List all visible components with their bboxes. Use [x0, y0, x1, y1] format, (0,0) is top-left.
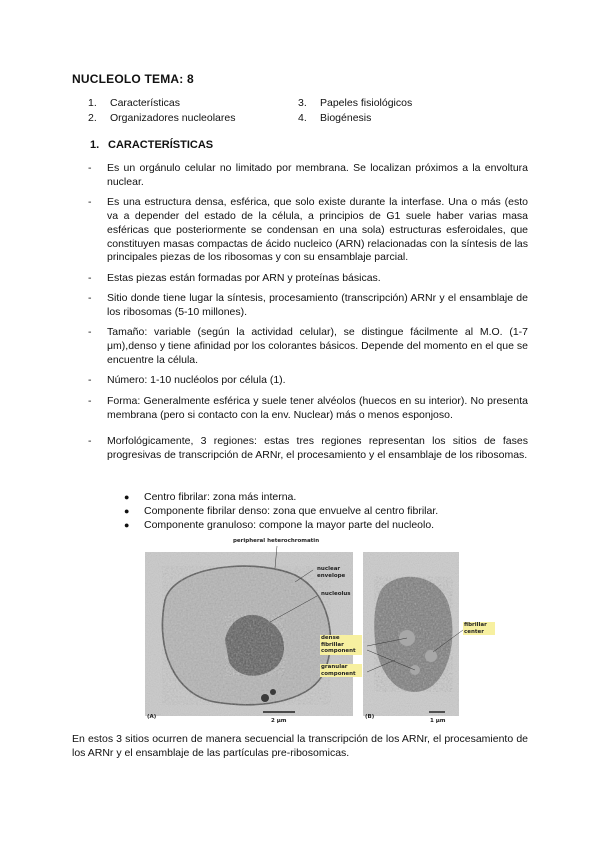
- list-item: - Tamaño: variable (según la actividad celular), se distingue fácilmente al M.O. (1-7 μm),denso y tiene afinidad por los colorantes básicos. Depende del momento en el que se encuentre la célula.: [88, 326, 528, 366]
- closing-paragraph: En estos 3 sitios ocurren de manera secuencial la transcripción de los ARNr, el procesamiento de los ARNr y el ensamblaje de las partículas pre-ribosomicas.: [72, 733, 528, 759]
- toc-item-label: Características: [110, 97, 181, 109]
- label-nucleolus: nucleolus: [321, 591, 351, 597]
- label-peripheral-heterochromatin: peripheral heterochromatin: [233, 538, 320, 544]
- label-dense-fibrillar-component: dense fibrillar component: [320, 635, 362, 655]
- bullet-list: [88, 162, 528, 470]
- label-nuclear-envelope: nuclear envelope: [317, 566, 346, 579]
- list-item: - Estas piezas están formadas por ARN y proteínas básicas.: [88, 271, 381, 284]
- document-title: NUCLEOLO TEMA: 8: [72, 72, 194, 86]
- list-item: - Es un orgánulo celular no limitado por membrana. Se localizan próximos a la envoltura nuclear.: [88, 162, 528, 188]
- sub-list-item: ● Centro fibrilar: zona más interna.: [124, 491, 297, 503]
- list-item: - Sitio donde tiene lugar la síntesis, procesamiento (transcripción) ARNr y el ensamblaje de los ribosomas (5-10 millones).: [88, 292, 528, 318]
- toc-item: 1. Características: [88, 97, 181, 109]
- toc-item: 2. Organizadores nucleolares: [88, 112, 236, 124]
- toc-item: 4. Biogénesis: [298, 112, 372, 124]
- section-heading: 1. CARACTERÍSTICAS: [90, 139, 214, 151]
- panel-b-label: (B): [365, 714, 375, 720]
- micrograph-image: [145, 530, 503, 726]
- sub-bullet-list: [124, 490, 504, 532]
- scale-a-label: 2 μm: [271, 718, 287, 724]
- panel-a-label: (A): [147, 714, 157, 720]
- list-item: - Es una estructura densa, esférica, que solo existe durante la interfase. Una o más (esto va a depender del estado de la célula, a principios de G1 suele haber varias masa esféricas que posteriormente se condensan en una sola) estructuras esferoidales, que constituyen masas compactas de ácido nucleico (ARN) relacionadas con la síntesis de las principales piezas de los ribosomas y con su ensamblaje parcial.: [88, 196, 528, 264]
- nucleolus-micrograph-figure: [145, 530, 503, 726]
- list-item: - Morfológicamente, 3 regiones: estas tres regiones representan los sitios de fases progresivas de transcripción de ARNr, el procesamiento y el ensamblaje de los ribosomas.: [88, 435, 528, 462]
- sub-list-item: ● Componente fibrilar denso: zona que envuelve al centro fibrilar.: [124, 505, 439, 517]
- label-fibrillar-center: fibrillar center: [463, 622, 495, 635]
- list-item: - Forma: Generalmente esférica y suele tener alvéolos (huecos en su interior). No presenta membrana (pero si contacto con la env. Nuclear) más o menos esponjoso.: [88, 394, 528, 421]
- scale-b-label: 1 μm: [430, 718, 446, 724]
- toc-item-label: Papeles fisiológicos: [320, 97, 413, 109]
- sub-list-item: ● Componente granuloso: compone la mayor parte del nucleolo.: [124, 519, 435, 531]
- toc-item: 3. Papeles fisiológicos: [298, 97, 413, 109]
- list-item: - Número: 1-10 nucléolos por célula (1).: [88, 374, 286, 387]
- table-of-contents: [88, 96, 508, 126]
- toc-item-label: Biogénesis: [320, 112, 372, 124]
- label-granular-component: granular component: [320, 664, 362, 677]
- toc-item-label: Organizadores nucleolares: [110, 112, 236, 124]
